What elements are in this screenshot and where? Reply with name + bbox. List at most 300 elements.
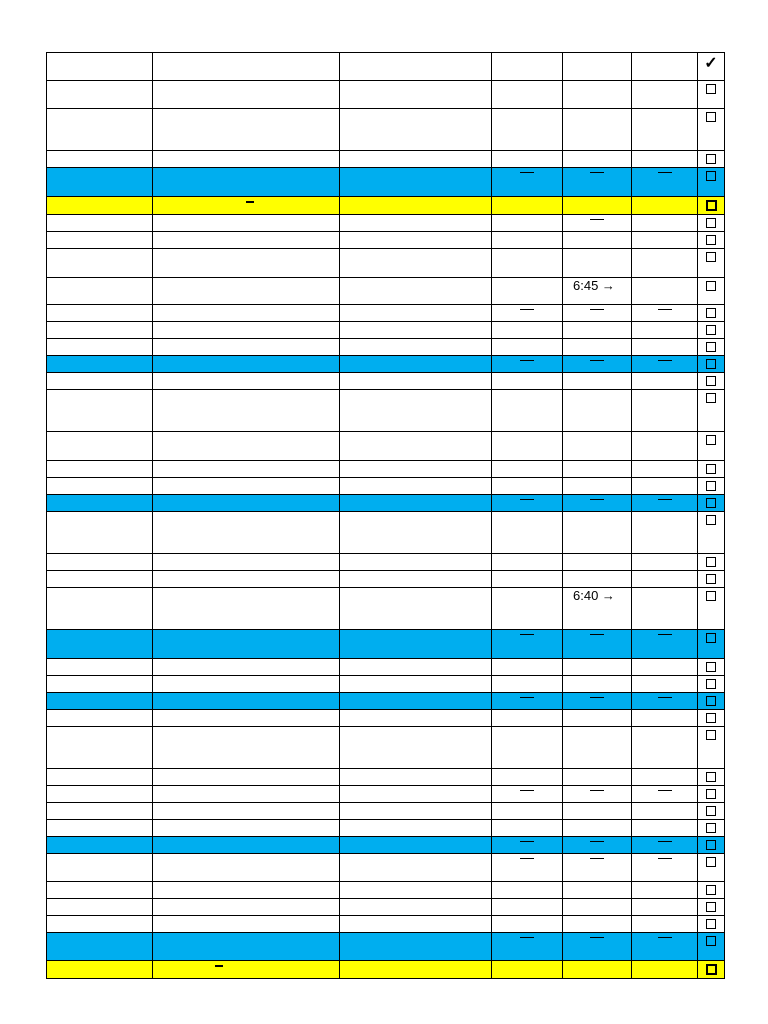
- table-row: [47, 659, 725, 676]
- checkbox-cell: [698, 151, 725, 168]
- cell-col-d: [492, 786, 563, 803]
- checkbox[interactable]: [706, 359, 716, 369]
- cell-col-b: [153, 630, 340, 659]
- checkbox[interactable]: [706, 591, 716, 601]
- checkbox[interactable]: [706, 662, 716, 672]
- cell-col-b: [153, 727, 340, 769]
- cell-col-e: [563, 53, 632, 81]
- cell-col-d: [492, 478, 563, 495]
- cell-col-f: [632, 432, 698, 461]
- table-row: [47, 461, 725, 478]
- cell-col-e: [563, 916, 632, 933]
- dash-mark: [590, 360, 604, 361]
- cell-col-a: [47, 837, 153, 854]
- cell-col-c: [340, 769, 492, 786]
- cell-col-f: [632, 710, 698, 727]
- cell-col-e: [563, 305, 632, 322]
- checkbox[interactable]: [706, 902, 716, 912]
- cell-col-e: [563, 461, 632, 478]
- cell-col-f: [632, 786, 698, 803]
- table-row: [47, 278, 725, 305]
- dash-mark: [215, 965, 223, 967]
- cell-col-b: [153, 588, 340, 630]
- cell-col-c: [340, 278, 492, 305]
- cell-col-a: [47, 339, 153, 356]
- cell-col-c: [340, 232, 492, 249]
- time-label: 6:40 →: [573, 588, 615, 603]
- dash-mark: [590, 634, 604, 635]
- cell-col-a: [47, 478, 153, 495]
- checkbox-cell: [698, 659, 725, 676]
- table-row: [47, 512, 725, 554]
- cell-col-f: [632, 820, 698, 837]
- cell-col-d: [492, 837, 563, 854]
- cell-col-c: [340, 390, 492, 432]
- checkbox[interactable]: [706, 840, 716, 850]
- schedule-sheet: [46, 52, 724, 979]
- cell-col-f: [632, 854, 698, 882]
- cell-col-f: [632, 630, 698, 659]
- cell-col-e: [563, 478, 632, 495]
- cell-col-d: [492, 53, 563, 81]
- checkbox[interactable]: [706, 393, 716, 403]
- cell-col-c: [340, 322, 492, 339]
- checkbox[interactable]: [706, 200, 717, 211]
- cell-col-b: [153, 916, 340, 933]
- cell-col-a: [47, 916, 153, 933]
- checkbox[interactable]: [706, 481, 716, 491]
- cell-col-a: [47, 495, 153, 512]
- cell-col-d: [492, 961, 563, 979]
- cell-col-d: [492, 356, 563, 373]
- checkbox[interactable]: [706, 857, 716, 867]
- cell-col-d: [492, 232, 563, 249]
- cell-col-b: [153, 109, 340, 151]
- checkbox[interactable]: [706, 281, 716, 291]
- checkbox[interactable]: [706, 154, 716, 164]
- cell-col-b: [153, 495, 340, 512]
- checkbox[interactable]: [706, 574, 716, 584]
- cell-col-b: [153, 390, 340, 432]
- cell-col-e: [563, 961, 632, 979]
- checkbox-cell: [698, 109, 725, 151]
- dash-mark: [520, 937, 534, 938]
- cell-col-a: [47, 659, 153, 676]
- cell-col-a: [47, 727, 153, 769]
- cell-col-c: [340, 53, 492, 81]
- dash-mark: [520, 499, 534, 500]
- dash-mark: [658, 697, 672, 698]
- cell-col-e: [563, 786, 632, 803]
- cell-col-a: [47, 820, 153, 837]
- cell-col-e: [563, 151, 632, 168]
- cell-col-c: [340, 820, 492, 837]
- cell-col-f: [632, 961, 698, 979]
- cell-col-f: [632, 727, 698, 769]
- cell-col-f: [632, 53, 698, 81]
- cell-col-c: [340, 899, 492, 916]
- dash-mark: [658, 858, 672, 859]
- checkbox-cell: [698, 933, 725, 961]
- checkbox-cell: [698, 820, 725, 837]
- checkbox[interactable]: [706, 633, 716, 643]
- cell-col-f: [632, 390, 698, 432]
- checkbox-cell: [698, 232, 725, 249]
- dash-mark: [520, 634, 534, 635]
- dash-mark: [590, 790, 604, 791]
- dash-mark: [658, 937, 672, 938]
- cell-col-a: [47, 571, 153, 588]
- cell-col-b: [153, 53, 340, 81]
- table-row: [47, 197, 725, 215]
- cell-col-f: [632, 588, 698, 630]
- table-row: [47, 390, 725, 432]
- cell-col-c: [340, 916, 492, 933]
- checkbox-cell: [698, 278, 725, 305]
- cell-col-b: [153, 659, 340, 676]
- cell-col-e: [563, 432, 632, 461]
- cell-col-e: [563, 168, 632, 197]
- cell-col-c: [340, 215, 492, 232]
- cell-col-f: [632, 232, 698, 249]
- cell-col-b: [153, 882, 340, 899]
- checkbox[interactable]: [706, 885, 716, 895]
- cell-col-e: [563, 339, 632, 356]
- cell-col-c: [340, 197, 492, 215]
- table-row: [47, 820, 725, 837]
- cell-col-d: [492, 933, 563, 961]
- cell-col-d: [492, 512, 563, 554]
- table-row: [47, 81, 725, 109]
- cell-col-c: [340, 461, 492, 478]
- cell-col-b: [153, 339, 340, 356]
- cell-col-b: [153, 151, 340, 168]
- dash-mark: [590, 697, 604, 698]
- cell-col-f: [632, 356, 698, 373]
- cell-col-f: [632, 461, 698, 478]
- checkbox[interactable]: [706, 112, 716, 122]
- cell-col-b: [153, 554, 340, 571]
- checkbox[interactable]: [706, 713, 716, 723]
- cell-col-c: [340, 854, 492, 882]
- cell-col-f: [632, 109, 698, 151]
- cell-col-f: [632, 151, 698, 168]
- cell-col-b: [153, 786, 340, 803]
- cell-col-f: [632, 933, 698, 961]
- checkbox[interactable]: [706, 696, 716, 706]
- dash-mark: [590, 841, 604, 842]
- cell-col-e: [563, 215, 632, 232]
- checkbox-cell: [698, 461, 725, 478]
- cell-col-c: [340, 933, 492, 961]
- cell-col-e: [563, 232, 632, 249]
- cell-col-a: [47, 373, 153, 390]
- checkbox-cell: [698, 786, 725, 803]
- cell-col-b: [153, 322, 340, 339]
- cell-col-c: [340, 630, 492, 659]
- dash-mark: [520, 858, 534, 859]
- cell-col-f: [632, 322, 698, 339]
- cell-col-d: [492, 803, 563, 820]
- checkbox[interactable]: [706, 498, 716, 508]
- cell-col-b: [153, 837, 340, 854]
- cell-col-e: [563, 554, 632, 571]
- checkbox[interactable]: [706, 936, 716, 946]
- cell-col-b: [153, 676, 340, 693]
- cell-col-f: [632, 373, 698, 390]
- cell-col-e: [563, 769, 632, 786]
- cell-col-e: [563, 854, 632, 882]
- cell-col-c: [340, 676, 492, 693]
- cell-col-c: [340, 373, 492, 390]
- cell-col-a: [47, 151, 153, 168]
- cell-col-b: [153, 571, 340, 588]
- cell-col-e: [563, 676, 632, 693]
- cell-col-f: [632, 803, 698, 820]
- cell-col-a: [47, 109, 153, 151]
- dash-mark: [520, 172, 534, 173]
- cell-col-e: [563, 727, 632, 769]
- checkbox-cell: [698, 693, 725, 710]
- cell-col-f: [632, 676, 698, 693]
- cell-col-c: [340, 554, 492, 571]
- cell-col-f: [632, 478, 698, 495]
- table-row: [47, 322, 725, 339]
- cell-col-d: [492, 769, 563, 786]
- checkbox[interactable]: [706, 218, 716, 228]
- table-row: [47, 837, 725, 854]
- cell-col-d: [492, 495, 563, 512]
- checkbox[interactable]: [706, 557, 716, 567]
- cell-col-b: [153, 933, 340, 961]
- dash-mark: [658, 841, 672, 842]
- cell-col-a: [47, 81, 153, 109]
- checkbox[interactable]: [706, 464, 716, 474]
- cell-col-f: [632, 278, 698, 305]
- cell-col-d: [492, 461, 563, 478]
- checkbox-cell: [698, 916, 725, 933]
- cell-col-c: [340, 512, 492, 554]
- cell-col-e: [563, 803, 632, 820]
- checkbox-cell: [698, 512, 725, 554]
- cell-col-b: [153, 232, 340, 249]
- checkbox-cell: [698, 630, 725, 659]
- checkbox[interactable]: [706, 823, 716, 833]
- cell-col-a: [47, 461, 153, 478]
- cell-col-e: [563, 81, 632, 109]
- cell-col-a: [47, 588, 153, 630]
- cell-col-c: [340, 432, 492, 461]
- cell-col-d: [492, 659, 563, 676]
- cell-col-a: [47, 803, 153, 820]
- dash-mark: [520, 841, 534, 842]
- cell-col-b: [153, 461, 340, 478]
- cell-col-d: [492, 727, 563, 769]
- cell-col-d: [492, 215, 563, 232]
- cell-col-a: [47, 961, 153, 979]
- table-row: [47, 53, 725, 81]
- cell-col-e: [563, 693, 632, 710]
- checkbox[interactable]: [706, 515, 716, 525]
- checkbox-cell: [698, 373, 725, 390]
- table-row: [47, 961, 725, 979]
- checkbox-cell: [698, 676, 725, 693]
- cell-col-b: [153, 769, 340, 786]
- cell-col-a: [47, 322, 153, 339]
- cell-col-c: [340, 168, 492, 197]
- cell-col-a: [47, 512, 153, 554]
- cell-col-f: [632, 495, 698, 512]
- table-row: [47, 786, 725, 803]
- cell-col-d: [492, 820, 563, 837]
- dash-mark: [590, 499, 604, 500]
- cell-col-d: [492, 373, 563, 390]
- dash-mark: [590, 172, 604, 173]
- checkbox[interactable]: [706, 171, 716, 181]
- cell-col-f: [632, 571, 698, 588]
- cell-col-c: [340, 882, 492, 899]
- dash-mark: [658, 790, 672, 791]
- cell-col-a: [47, 786, 153, 803]
- cell-col-e: [563, 373, 632, 390]
- cell-col-f: [632, 512, 698, 554]
- table-row: [47, 676, 725, 693]
- cell-col-c: [340, 151, 492, 168]
- cell-col-a: [47, 769, 153, 786]
- checkbox[interactable]: [706, 325, 716, 335]
- checkbox[interactable]: [706, 342, 716, 352]
- cell-col-c: [340, 478, 492, 495]
- dash-mark: [520, 360, 534, 361]
- cell-col-f: [632, 899, 698, 916]
- checkbox-cell: [698, 882, 725, 899]
- cell-col-a: [47, 693, 153, 710]
- cell-col-c: [340, 588, 492, 630]
- cell-col-b: [153, 820, 340, 837]
- cell-col-d: [492, 81, 563, 109]
- table-row: [47, 588, 725, 630]
- checkbox[interactable]: [706, 789, 716, 799]
- cell-col-b: [153, 478, 340, 495]
- dash-mark: [590, 309, 604, 310]
- cell-col-e: [563, 933, 632, 961]
- table-row: [47, 571, 725, 588]
- checkmark-icon: ✓: [704, 55, 718, 72]
- cell-col-a: [47, 232, 153, 249]
- cell-col-a: [47, 630, 153, 659]
- cell-col-d: [492, 710, 563, 727]
- table-row: [47, 933, 725, 961]
- checkbox-cell: [698, 249, 725, 278]
- checkbox[interactable]: [706, 435, 716, 445]
- cell-col-c: [340, 249, 492, 278]
- table-row: [47, 630, 725, 659]
- cell-col-d: [492, 197, 563, 215]
- cell-col-a: [47, 53, 153, 81]
- checkbox[interactable]: [706, 964, 717, 975]
- cell-col-e: [563, 495, 632, 512]
- time-label: 6:45 →: [573, 278, 615, 293]
- cell-col-d: [492, 432, 563, 461]
- cell-col-a: [47, 432, 153, 461]
- cell-col-d: [492, 571, 563, 588]
- checkbox[interactable]: [706, 772, 716, 782]
- dash-mark: [520, 309, 534, 310]
- cell-col-a: [47, 676, 153, 693]
- checkbox[interactable]: [706, 679, 716, 689]
- cell-col-a: [47, 933, 153, 961]
- cell-col-a: [47, 356, 153, 373]
- cell-col-d: [492, 882, 563, 899]
- cell-col-f: [632, 81, 698, 109]
- checkbox[interactable]: [706, 730, 716, 740]
- cell-col-f: [632, 249, 698, 278]
- cell-col-d: [492, 676, 563, 693]
- checkbox-cell: [698, 961, 725, 979]
- cell-col-a: [47, 305, 153, 322]
- checkbox-cell: [698, 215, 725, 232]
- checkbox[interactable]: [706, 235, 716, 245]
- cell-col-c: [340, 710, 492, 727]
- cell-col-e: [563, 899, 632, 916]
- checkbox[interactable]: [706, 919, 716, 929]
- cell-col-e: [563, 882, 632, 899]
- cell-col-b: [153, 899, 340, 916]
- table-row: [47, 693, 725, 710]
- table-row: [47, 339, 725, 356]
- cell-col-a: [47, 854, 153, 882]
- cell-col-b: [153, 215, 340, 232]
- cell-col-e: [563, 710, 632, 727]
- cell-col-f: [632, 305, 698, 322]
- schedule-rows: [47, 53, 725, 979]
- checkbox[interactable]: [706, 252, 716, 262]
- checkbox-cell: [698, 854, 725, 882]
- checkbox-cell: [698, 305, 725, 322]
- cell-col-c: [340, 356, 492, 373]
- cell-col-a: [47, 899, 153, 916]
- cell-col-d: [492, 305, 563, 322]
- checkbox[interactable]: [706, 308, 716, 318]
- table-row: [47, 215, 725, 232]
- cell-col-e: [563, 322, 632, 339]
- cell-col-a: [47, 710, 153, 727]
- dash-mark: [658, 499, 672, 500]
- cell-col-e: [563, 390, 632, 432]
- table-row: [47, 373, 725, 390]
- cell-col-b: [153, 854, 340, 882]
- dash-mark: [520, 697, 534, 698]
- checkbox[interactable]: [706, 806, 716, 816]
- cell-col-b: [153, 373, 340, 390]
- checkbox[interactable]: [706, 376, 716, 386]
- cell-col-e: [563, 837, 632, 854]
- cell-col-c: [340, 305, 492, 322]
- cell-col-d: [492, 390, 563, 432]
- checkbox-cell: [698, 495, 725, 512]
- checkbox[interactable]: [706, 84, 716, 94]
- table-row: [47, 168, 725, 197]
- cell-col-a: [47, 249, 153, 278]
- table-row: [47, 478, 725, 495]
- table-row: [47, 249, 725, 278]
- checkbox-cell: [698, 899, 725, 916]
- dash-mark: [658, 309, 672, 310]
- cell-col-c: [340, 109, 492, 151]
- cell-col-f: [632, 837, 698, 854]
- checkbox-cell: [698, 168, 725, 197]
- cell-col-d: [492, 249, 563, 278]
